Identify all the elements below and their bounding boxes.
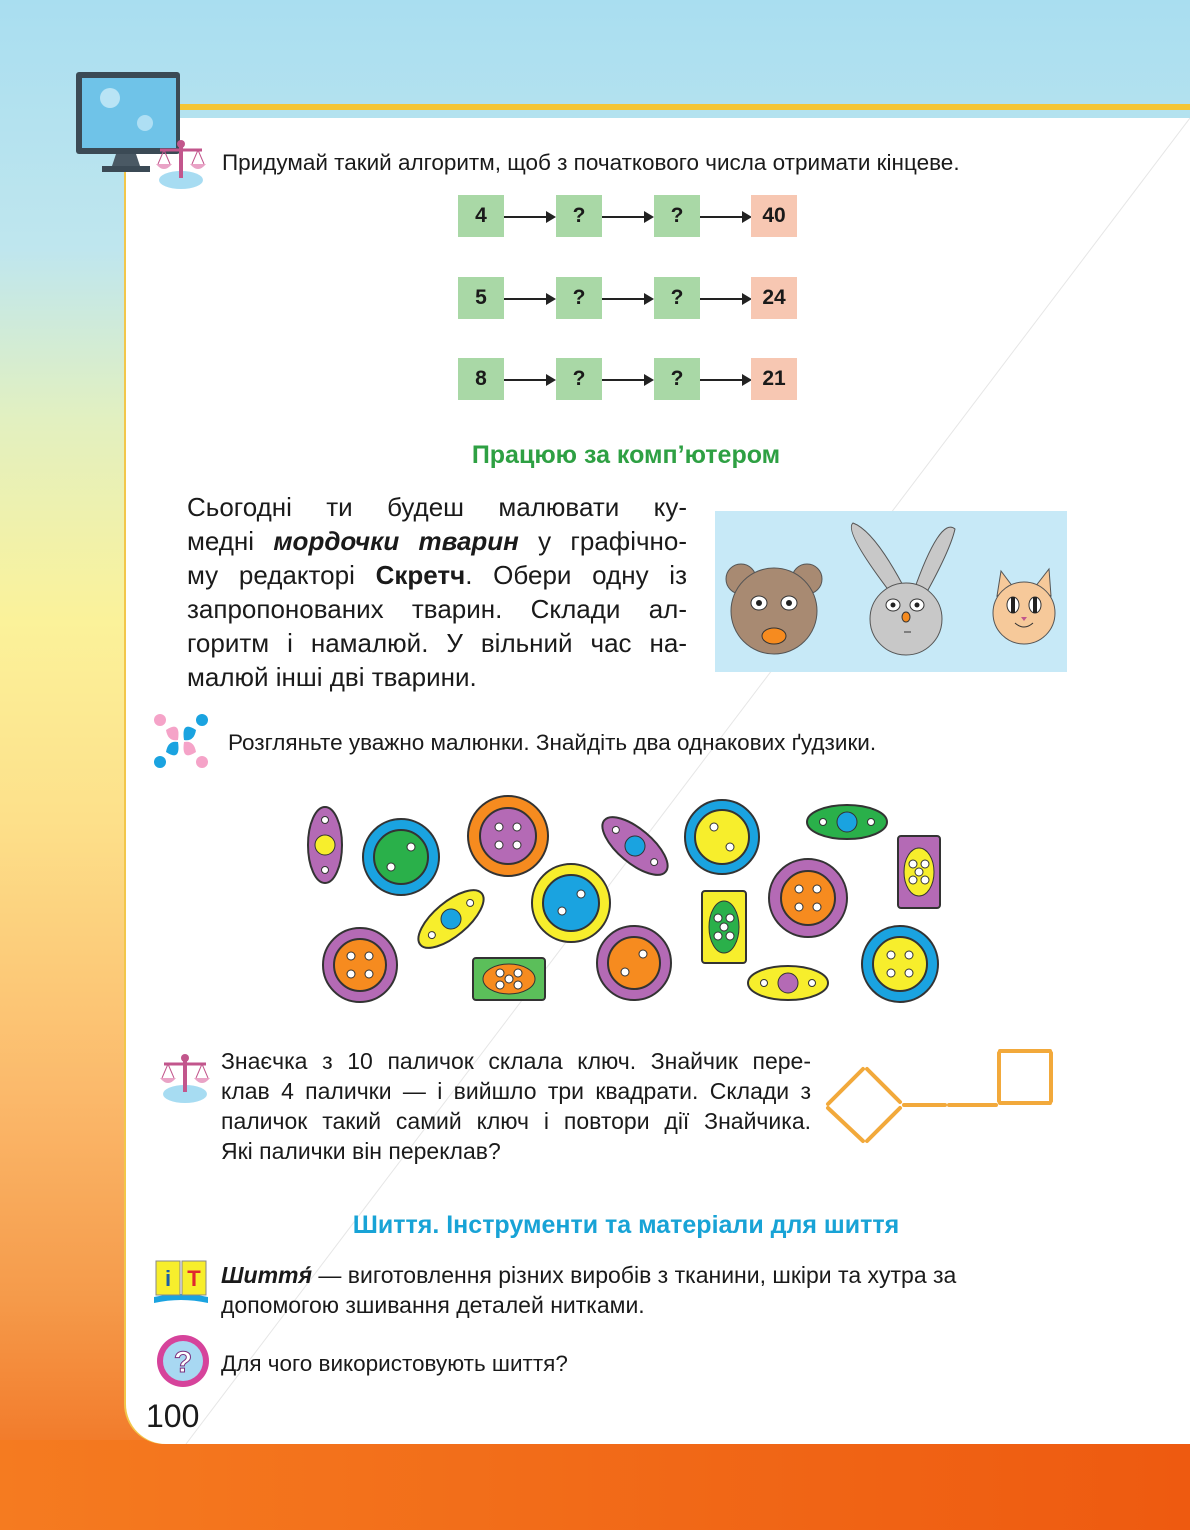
computer-paragraph — [187, 490, 687, 694]
button-item — [769, 859, 847, 937]
buttons-image — [300, 790, 960, 1015]
button-item — [468, 796, 548, 876]
button-item — [308, 807, 342, 883]
definition-line — [221, 1260, 1081, 1290]
arrow — [602, 298, 652, 300]
para-line: Сьогодні ти будеш малювати ку- — [187, 492, 687, 522]
scales-icon — [156, 1050, 214, 1108]
section-heading-computer: Працюю за комп’ютером — [471, 441, 781, 469]
para-text: му редакторі — [187, 560, 376, 590]
para-text: . Обери одну із — [465, 560, 688, 590]
sewing-question: Для чого використовують шиття? — [221, 1351, 568, 1376]
text-letter: T — [187, 1266, 201, 1291]
buttons-task-prompt: Розгляньте уважно малюнки. Знайдіть два однакових ґудзики. — [228, 730, 877, 755]
step-box: ? — [654, 358, 700, 400]
key-task-line: Знаєчка з 10 паличок склала ключ. Знайчик пере- — [221, 1048, 811, 1074]
para-line: малюй інші дві тварини. — [187, 662, 477, 692]
definition-line: допомогою зшивання деталей нитками. — [221, 1292, 645, 1318]
term-animal-faces: мордочки тварин — [273, 526, 519, 556]
step-box: ? — [556, 358, 602, 400]
section-heading-sewing: Шиття. Інструменти та матеріали для шиття — [352, 1211, 900, 1239]
scales-icon — [152, 136, 210, 194]
step-box: ? — [556, 195, 602, 237]
step-box: ? — [654, 195, 700, 237]
button-item — [862, 926, 938, 1002]
question-icon — [154, 1332, 212, 1390]
button-item — [363, 819, 439, 895]
key-task-line: паличок такий самий ключ і повтори дії Знайчика. — [221, 1108, 811, 1134]
button-item — [409, 880, 492, 957]
arrow — [700, 216, 750, 218]
animal-faces-image — [715, 511, 1067, 672]
page-number: 100 — [146, 1398, 200, 1434]
start-number: 4 — [458, 195, 504, 237]
key-task-line: клав 4 палички — і вийшло три квадрати. Склади з — [221, 1078, 811, 1104]
top-rule — [140, 104, 1190, 110]
arrow — [700, 298, 750, 300]
para-line — [187, 558, 687, 592]
button-item — [473, 958, 545, 1000]
button-item — [323, 928, 397, 1002]
term-sewing: Шиття́ — [221, 1262, 313, 1288]
svg-text:?: ? — [173, 1346, 193, 1379]
para-line: горитм і намалюй. У вільний час на- — [187, 628, 687, 658]
para-line: запропонованих тварин. Склади ал- — [187, 594, 687, 624]
para-text: у графічно- — [518, 526, 687, 556]
button-item — [685, 800, 759, 874]
button-item — [597, 926, 671, 1000]
matchstick-key-image — [820, 1045, 1060, 1145]
definition-text: — виготовлення різних виробів з тканини, шкіри та хутра за — [312, 1262, 957, 1288]
arrow — [504, 298, 554, 300]
para-line — [187, 524, 687, 558]
bottom-stripe — [0, 1440, 1190, 1530]
term-scratch: Скретч — [375, 560, 466, 590]
arrow — [504, 379, 554, 381]
start-number: 8 — [458, 358, 504, 400]
info-book-icon — [152, 1257, 210, 1305]
button-item — [807, 805, 887, 839]
button-item — [898, 836, 940, 908]
arrow — [602, 216, 652, 218]
end-number: 40 — [751, 195, 797, 237]
group-work-icon — [152, 712, 210, 770]
para-text: медні — [187, 526, 274, 556]
step-box: ? — [556, 277, 602, 319]
step-box: ? — [654, 277, 700, 319]
end-number: 21 — [751, 358, 797, 400]
button-item — [593, 807, 676, 884]
end-number: 24 — [751, 277, 797, 319]
sewing-definition — [221, 1260, 1081, 1320]
key-task-line: Які палички він переклав? — [221, 1138, 501, 1164]
task1-prompt: Придумай такий алгоритм, щоб з початкового числа отримати кінцеве. — [222, 150, 960, 175]
arrow — [602, 379, 652, 381]
button-item — [532, 864, 610, 942]
button-item — [748, 966, 828, 1000]
arrow — [504, 216, 554, 218]
button-item — [702, 891, 746, 963]
key-task-text — [221, 1046, 811, 1166]
info-letter: i — [164, 1266, 172, 1291]
arrow — [700, 379, 750, 381]
start-number: 5 — [458, 277, 504, 319]
